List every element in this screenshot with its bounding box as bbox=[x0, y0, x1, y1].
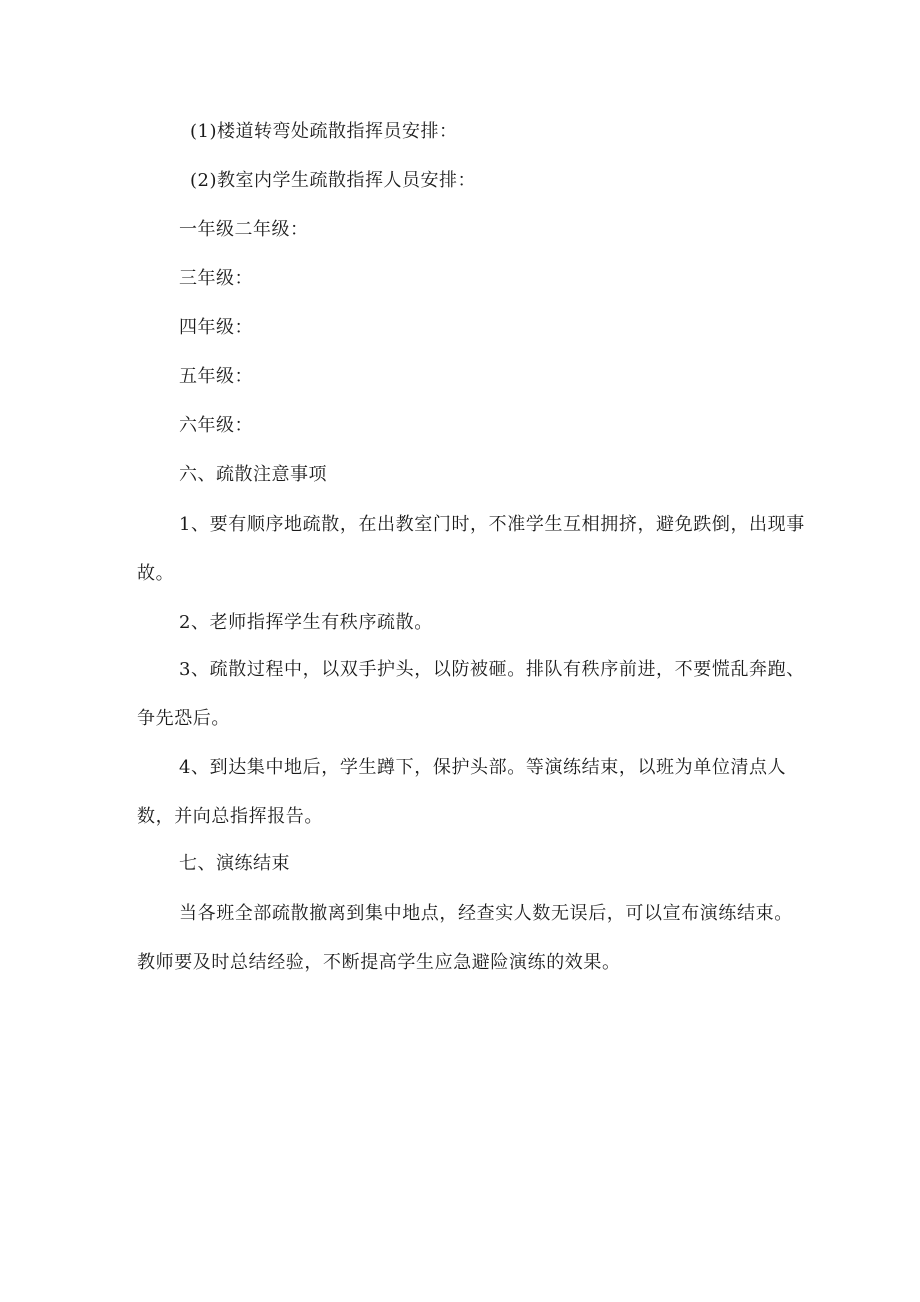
grade-six-line: 六年级： bbox=[179, 415, 253, 436]
evacuation-note-2: 2、老师指挥学生有秩序疏散。 bbox=[179, 612, 433, 633]
grade-three-line: 三年级： bbox=[179, 268, 253, 289]
grade-four-line: 四年级： bbox=[179, 317, 253, 338]
section-heading-seven: 七、演练结束 bbox=[179, 853, 290, 874]
grade-five-line: 五年级： bbox=[179, 366, 253, 387]
classroom-marshal-line: (2)教室内学生疏散指挥人员安排： bbox=[190, 170, 476, 191]
evacuation-note-3: 3、疏散过程中，以双手护头，以防被砸。排队有秩序前进，不要慌乱奔跑、争先恐后。 bbox=[137, 659, 805, 729]
closing-paragraph: 当各班全部疏散撤离到集中地点，经查实人数无误后，可以宣布演练结束。教师要及时总结经验，不断提高学生应急避险演练的效果。 bbox=[137, 903, 793, 973]
evacuation-note-1: 1、要有顺序地疏散，在出教室门时，不准学生互相拥挤，避免跌倒，出现事故。 bbox=[137, 514, 805, 584]
evacuation-note-4: 4、到达集中地后，学生蹲下，保护头部。等演练结束，以班为单位清点人数，并向总指挥报告。 bbox=[137, 757, 787, 827]
section-heading-six: 六、疏散注意事项 bbox=[179, 464, 327, 485]
stairwell-marshal-line: (1)楼道转弯处疏散指挥员安排： bbox=[190, 121, 458, 142]
grade-one-two-line: 一年级二年级： bbox=[179, 219, 309, 240]
